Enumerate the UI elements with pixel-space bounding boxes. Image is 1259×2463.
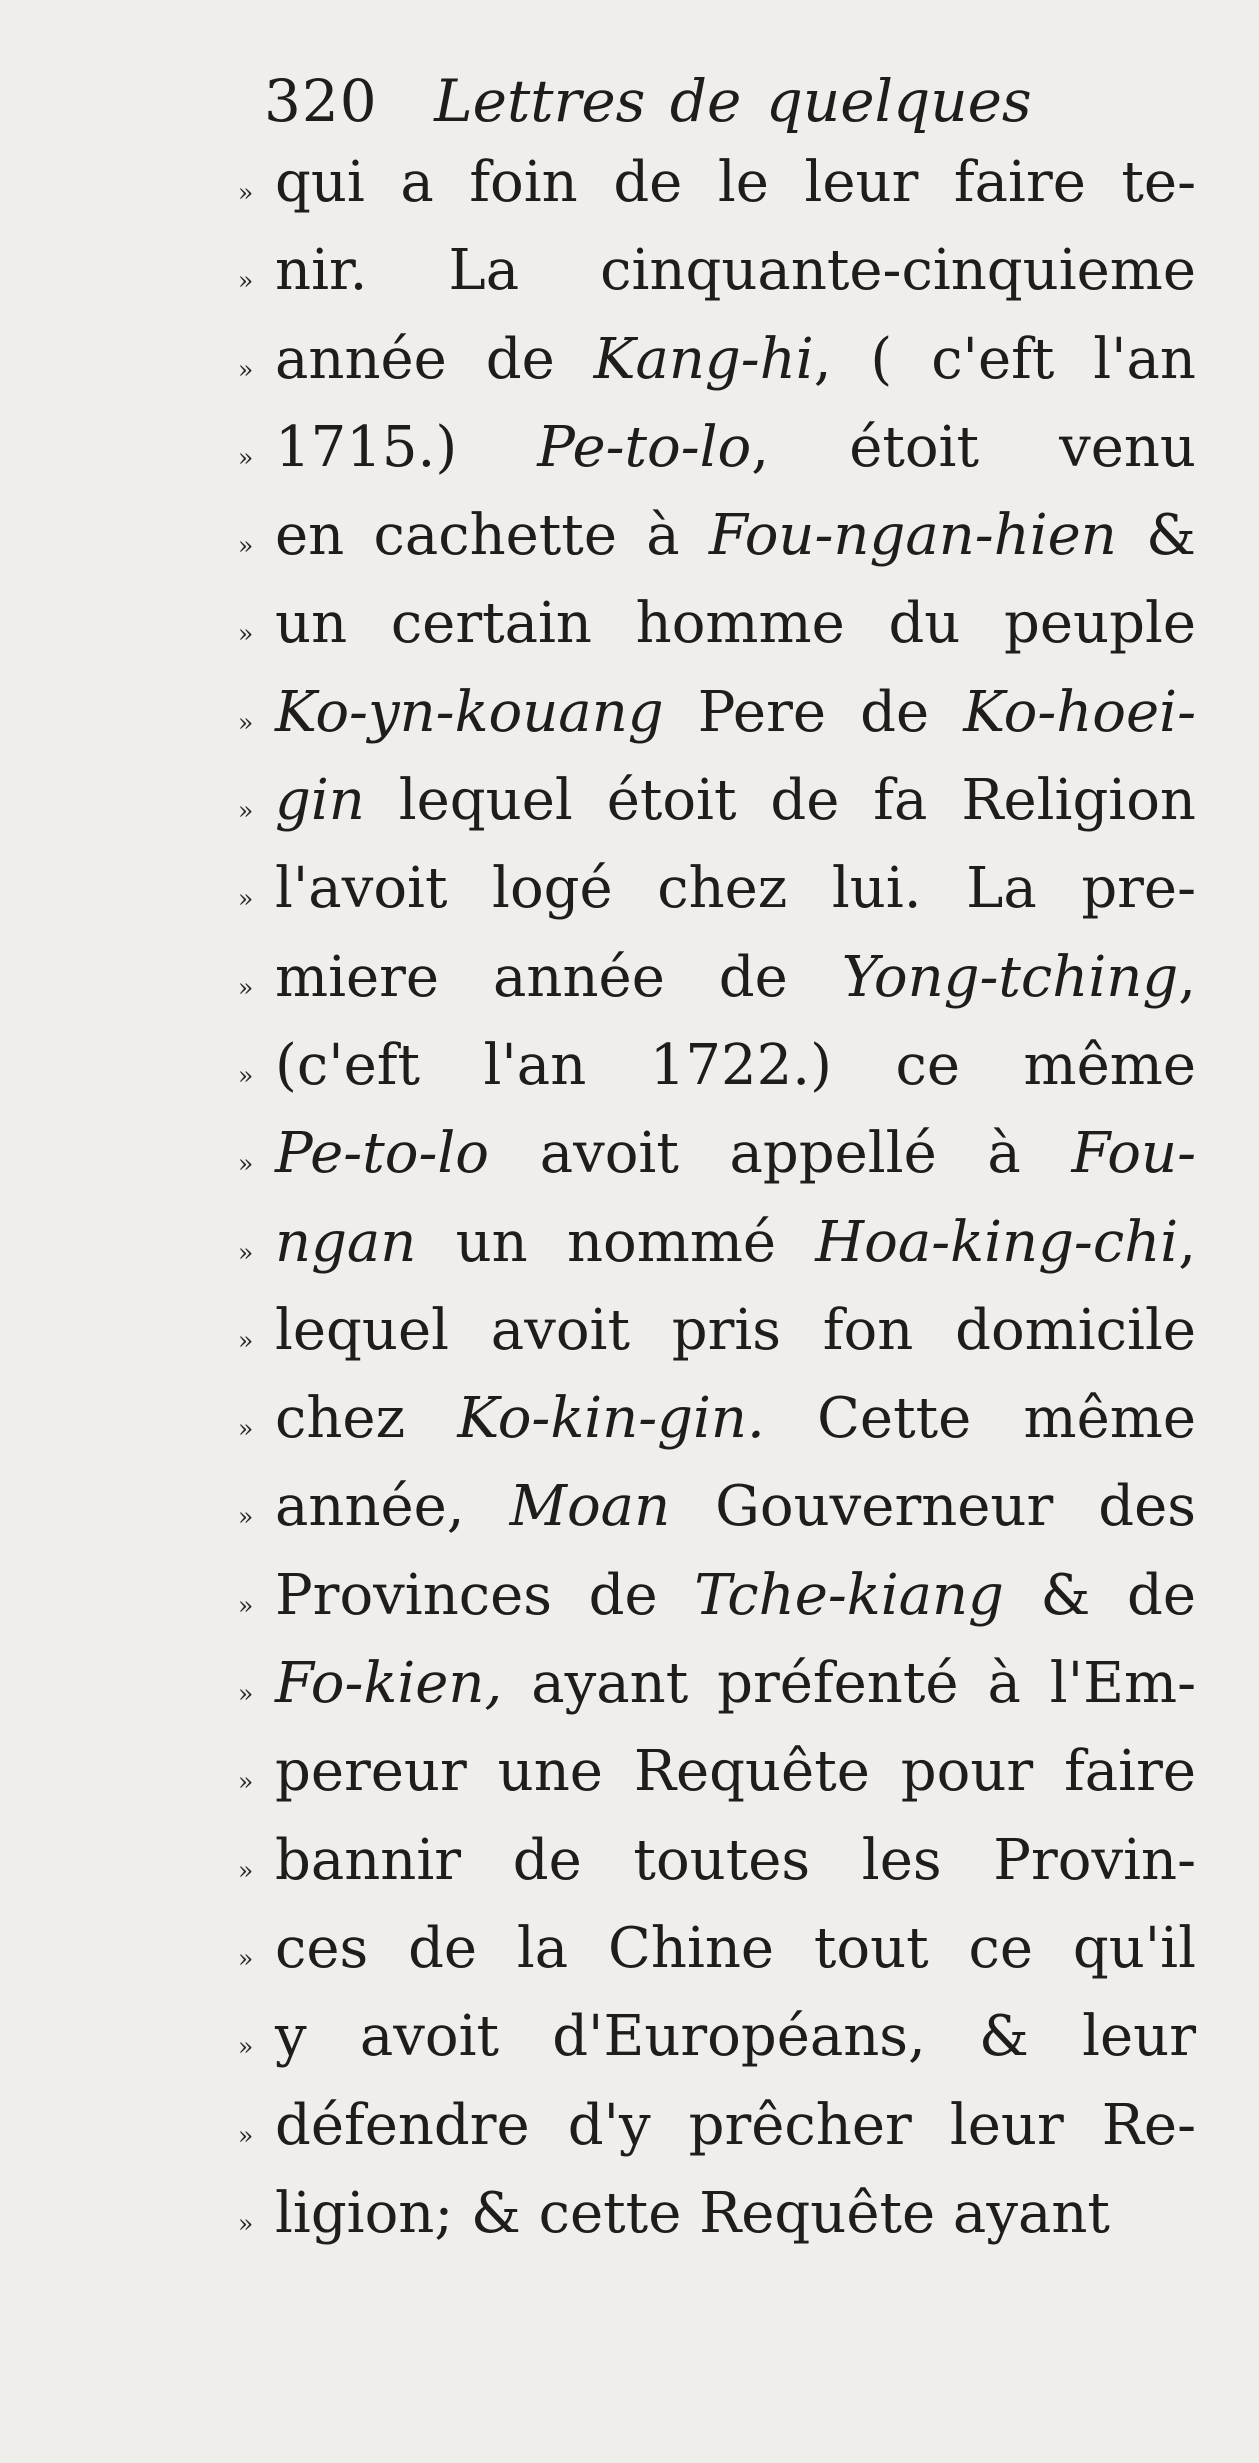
italic-term: Fou- xyxy=(1071,1121,1196,1187)
text-line xyxy=(238,327,1196,415)
text-line xyxy=(238,1916,1196,2004)
text-run: , étoit venu xyxy=(751,414,1196,480)
line-text xyxy=(275,945,1196,1010)
text-line xyxy=(238,2181,1196,2269)
italic-term: Fo-kien, xyxy=(275,1651,503,1717)
italic-term: Ko-hoei- xyxy=(963,679,1196,745)
text-run: ces de la Chine tout ce qu'il xyxy=(275,1915,1196,1981)
text-run: bannir de toutes les Provin- xyxy=(275,1827,1196,1893)
text-line xyxy=(238,591,1196,679)
text-block xyxy=(238,150,1196,2269)
line-text xyxy=(275,238,1196,303)
quote-mark: » xyxy=(238,2208,254,2238)
quote-mark: » xyxy=(238,619,254,649)
text-run: pereur une Requête pour faire xyxy=(275,1739,1196,1805)
text-run: Pere de xyxy=(663,679,964,745)
quote-mark: » xyxy=(238,2120,254,2150)
text-run: Gouverneur des xyxy=(670,1474,1197,1540)
line-text xyxy=(275,1828,1196,1893)
quote-mark: » xyxy=(238,2032,254,2062)
italic-term: Hoa-king-chi xyxy=(815,1209,1179,1275)
quote-mark: » xyxy=(238,266,254,296)
italic-term: Pe-to-lo xyxy=(537,414,752,480)
quote-mark: » xyxy=(238,178,254,207)
text-line xyxy=(238,415,1196,503)
quote-mark: » xyxy=(238,1767,254,1797)
text-run: & de xyxy=(1003,1562,1196,1628)
text-line xyxy=(238,1121,1196,1209)
line-text xyxy=(275,503,1196,568)
running-header xyxy=(264,67,1032,135)
text-line xyxy=(238,1739,1196,1827)
text-run: nir. La cinquante-cinquieme xyxy=(275,238,1196,304)
quote-mark: » xyxy=(238,972,254,1002)
line-text xyxy=(275,1298,1196,1363)
text-line xyxy=(238,1033,1196,1121)
quote-mark: » xyxy=(238,354,254,384)
line-text xyxy=(275,856,1196,921)
page-number: 320 xyxy=(264,67,378,135)
text-line xyxy=(238,503,1196,591)
line-text xyxy=(275,1563,1196,1628)
text-run: un nommé xyxy=(416,1209,816,1275)
line-text xyxy=(275,1121,1196,1186)
text-run: un certain homme du peuple xyxy=(275,591,1196,657)
text-run: & xyxy=(1116,503,1196,569)
quote-mark: » xyxy=(238,1149,254,1179)
line-text xyxy=(275,327,1196,392)
line-text xyxy=(275,680,1196,745)
text-run: qui a foin de le leur faire te- xyxy=(275,150,1196,215)
text-run: lequel étoit de fa Religion xyxy=(364,768,1196,834)
line-text xyxy=(275,150,1196,215)
line-text xyxy=(275,2004,1196,2069)
quote-mark: » xyxy=(238,884,254,914)
italic-term: Ko-kin-gin. xyxy=(457,1386,765,1452)
text-line xyxy=(238,1298,1196,1386)
text-run: , xyxy=(1178,944,1196,1010)
line-text xyxy=(275,1386,1196,1451)
text-line xyxy=(238,1828,1196,1916)
text-line xyxy=(238,2093,1196,2181)
text-run: en cachette à xyxy=(275,503,709,569)
running-title: Lettres de quelques xyxy=(434,67,1032,135)
text-run: ligion; & cette Requête ayant xyxy=(275,2180,1110,2246)
italic-term: gin xyxy=(275,768,365,834)
text-line xyxy=(238,1563,1196,1651)
line-text xyxy=(275,1033,1196,1098)
italic-term: Kang-hi xyxy=(593,326,814,392)
text-run: année de xyxy=(275,326,594,392)
quote-mark: » xyxy=(238,442,254,472)
quote-mark: » xyxy=(238,796,254,826)
text-run: , xyxy=(1178,1209,1196,1275)
line-text xyxy=(275,1739,1196,1804)
quote-mark: » xyxy=(238,1502,254,1532)
quote-mark: » xyxy=(238,1414,254,1444)
quote-mark: » xyxy=(238,1855,254,1885)
line-text xyxy=(275,1651,1196,1716)
text-run: lequel avoit pris fon domicile xyxy=(275,1297,1196,1363)
line-text xyxy=(275,2181,1196,2246)
italic-term: Ko-yn-kouang xyxy=(275,679,664,745)
text-line xyxy=(238,150,1196,238)
text-run: Provinces de xyxy=(275,1562,695,1628)
text-run: (c'eft l'an 1722.) ce même xyxy=(275,1032,1196,1098)
italic-term: Tche-kiang xyxy=(694,1562,1004,1628)
text-run: y avoit d'Européans, & leur xyxy=(275,2004,1196,2070)
text-line xyxy=(238,1651,1196,1739)
italic-term: Pe-to-lo xyxy=(275,1121,489,1187)
text-line xyxy=(238,680,1196,768)
line-text xyxy=(275,415,1196,480)
text-run: chez xyxy=(275,1386,458,1452)
text-line xyxy=(238,768,1196,856)
text-line xyxy=(238,1210,1196,1298)
text-line xyxy=(238,2004,1196,2092)
line-text xyxy=(275,2093,1196,2158)
line-text xyxy=(275,1210,1196,1275)
text-run: 1715.) xyxy=(275,414,538,480)
italic-term: Yong-tching xyxy=(841,944,1179,1010)
text-run: ayant préfenté à l'Em- xyxy=(502,1651,1196,1717)
line-text xyxy=(275,768,1196,833)
text-run: défendre d'y prêcher leur Re- xyxy=(275,2092,1196,2158)
italic-term: Fou-ngan-hien xyxy=(708,503,1117,569)
quote-mark: » xyxy=(238,707,254,737)
text-run: miere année de xyxy=(275,944,842,1010)
quote-mark: » xyxy=(238,1943,254,1973)
text-line xyxy=(238,1386,1196,1474)
text-run: l'avoit logé chez lui. La pre- xyxy=(275,856,1196,922)
line-text xyxy=(275,591,1196,656)
quote-mark: » xyxy=(238,1060,254,1090)
italic-term: ngan xyxy=(275,1209,417,1275)
text-run: Cette même xyxy=(764,1386,1196,1452)
text-line xyxy=(238,238,1196,326)
quote-mark: » xyxy=(238,1237,254,1267)
line-text xyxy=(275,1916,1196,1981)
text-run: année, xyxy=(275,1474,510,1540)
quote-mark: » xyxy=(238,1679,254,1709)
text-run: avoit appellé à xyxy=(489,1121,1072,1187)
line-text xyxy=(275,1474,1196,1539)
text-line xyxy=(238,945,1196,1033)
quote-mark: » xyxy=(238,531,254,561)
text-line xyxy=(238,1474,1196,1562)
quote-mark: » xyxy=(238,1325,254,1355)
text-line xyxy=(238,856,1196,944)
italic-term: Moan xyxy=(509,1474,671,1540)
quote-mark: » xyxy=(238,1590,254,1620)
text-run: , ( c'eft l'an xyxy=(813,326,1196,392)
